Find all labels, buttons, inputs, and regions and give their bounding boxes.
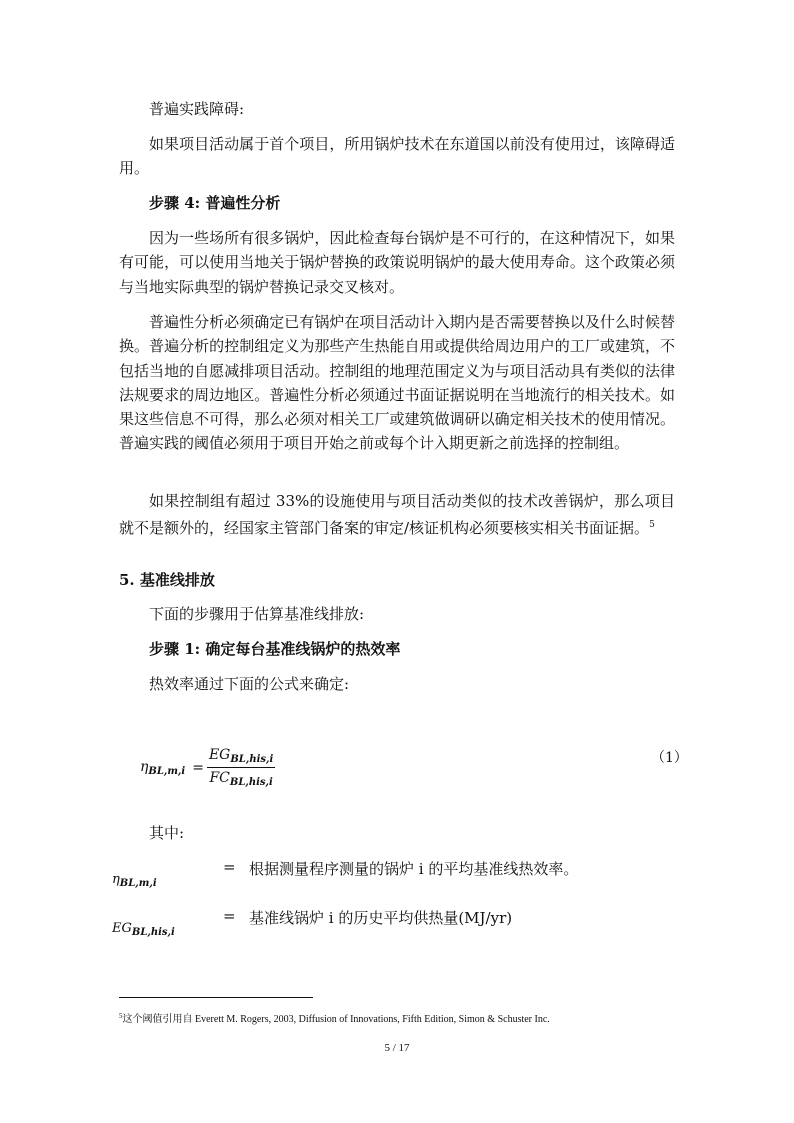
where-eta-subscript: BL,m,i [119,878,157,889]
eta-symbol: η [140,758,149,775]
section5-heading: 5. 基准线排放 [119,571,215,589]
footnote-marker: 5 [119,1012,123,1020]
where-symbol-eg [112,921,175,938]
fc-subscript: BL,his,i [229,777,273,788]
fc-symbol: FC [209,770,230,786]
step1-heading: 步骤 1: 确定每台基准线锅炉的热效率 [149,640,401,658]
barrier-text: 如果项目活动属于首个项目，所用锅炉技术在东道国以前没有使用过，该障碍适用。 [119,135,675,178]
step1-intro: 热效率通过下面的公式来确定: [149,675,350,693]
where-equals-eta: = [223,858,236,876]
where-eta-symbol: η [112,872,120,887]
footnote-reference: 5 [649,520,655,531]
where-label: 其中: [149,824,185,842]
eg-subscript: BL,his,i [230,754,274,765]
equation-1 [140,747,275,788]
where-eg-subscript: BL,his,i [131,927,175,938]
step4-paragraph-1: 因为一些场所有很多锅炉，因此检查每台锅炉是不可行的，在这种情况下，如果有可能，可以使用当地关于锅炉替换的政策说明锅炉的最大使用寿命。这个政策必须与当地实际典型的锅炉替换记录交叉核对。 [119,229,675,296]
where-definition-eg: 基准线锅炉 i 的历史平均供热量(MJ/yr) [249,909,513,927]
section5-intro: 下面的步骤用于估算基准线排放: [149,605,365,623]
where-symbol-eta [112,872,157,889]
equation-denominator [207,768,274,788]
equation-fraction [207,747,275,788]
equation-numerator [207,747,275,768]
footnote-divider [119,997,313,998]
step4-heading: 步骤 4: 普遍性分析 [149,194,281,212]
footnote-text: 这个阈值引用自 Everett M. Rogers, 2003, Diffusion of Innovations, Fifth Edition, Simon & Schuster Inc. [122,1014,550,1025]
eg-symbol: EG [208,747,231,763]
step4-paragraph-2: 普遍性分析必须确定已有锅炉在项目活动计入期内是否需要替换以及什么时候替换。普遍分析的控制组定义为那些产生热能自用或提供给周边用户的工厂或建筑，不包括当地的自愿减排项目活动。控制组的地理范围定义为与项目活动具有类似的法律法规要求的周边地区。普遍性分析必须通过书面证据说明在当地流行的相关技术。如果这些信息不可得，那么必须对相关工厂或建筑做调研以确定相关技术的使用情况。普遍实践的阈值必须用于项目开始之前或每个计入期更新之前选择的控制组。 [119,313,675,453]
where-equals-eg: = [223,907,236,925]
footnote [119,1009,550,1027]
step4-paragraph-3 [119,489,675,541]
page-number: 5 / 17 [384,1042,410,1054]
equation-equals: = [192,759,204,776]
step4-paragraph-3-text: 如果控制组有超过 33%的设施使用与项目活动类似的技术改善锅炉，那么项目就不是额外的，经国家主管部门备案的审定/核证机构必须要核实相关书面证据。 [119,492,675,538]
eta-subscript: BL,m,i [148,765,186,777]
where-definition-eta: 根据测量程序测量的锅炉 i 的平均基准线热效率。 [249,860,579,878]
equation-lhs [140,759,185,777]
where-eg-symbol: EG [112,921,132,936]
equation-number: （1） [651,750,688,766]
barrier-heading: 普遍实践障碍: [149,100,245,118]
